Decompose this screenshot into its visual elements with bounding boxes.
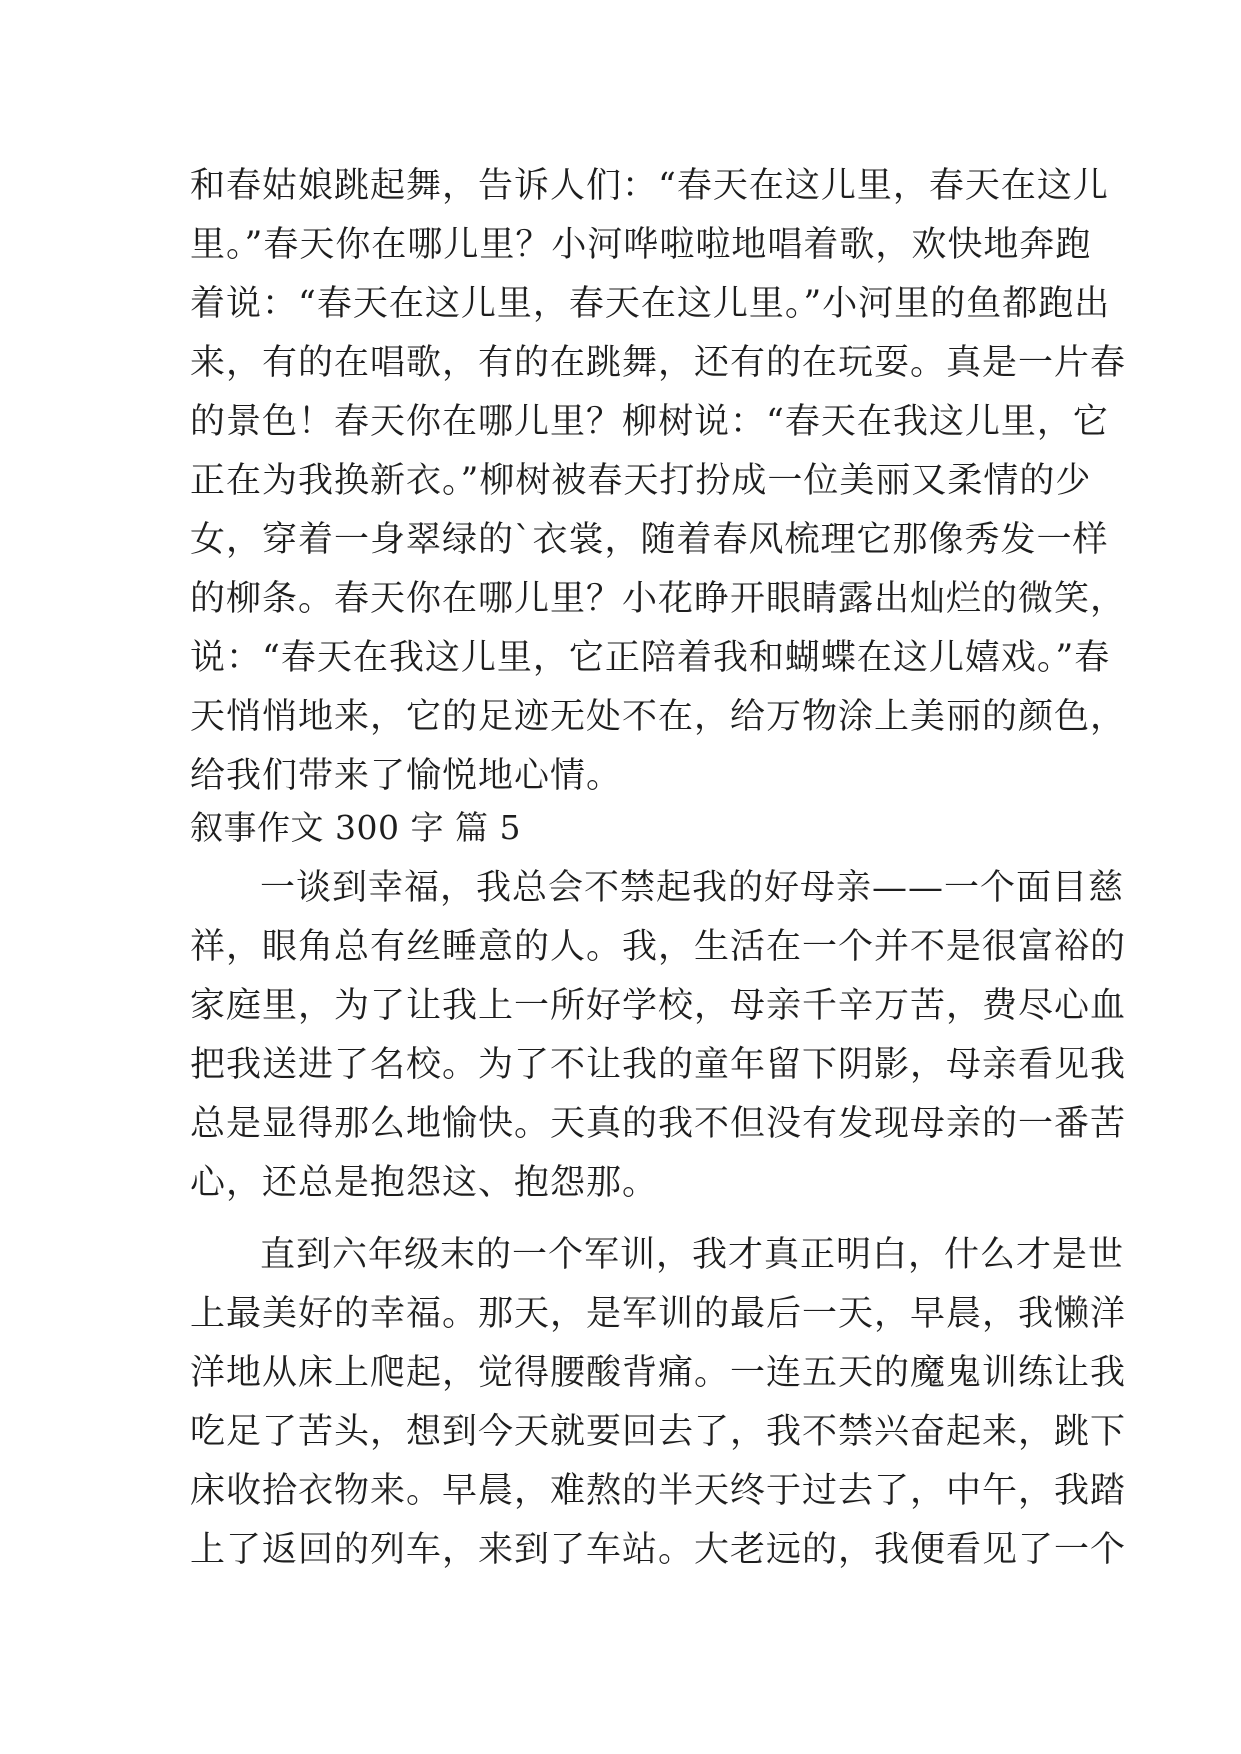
- text-line: 和春姑娘跳起舞，告诉人们：“春天在这儿里，春天在这儿: [190, 166, 1109, 206]
- text-line: 祥，眼角总有丝睡意的人。我，生活在一个并不是很富裕的: [190, 927, 1127, 967]
- text-line: 总是显得那么地愉快。天真的我不但没有发现母亲的一番苦: [190, 1104, 1127, 1144]
- text-line: 给我们带来了愉悦地心情。: [190, 756, 623, 796]
- text-line: 直到六年级末的一个军训，我才真正明白，什么才是世: [260, 1235, 1125, 1275]
- text-line: 一谈到幸福，我总会不禁起我的好母亲——一个面目慈: [260, 868, 1125, 908]
- text-line: 来，有的在唱歌，有的在跳舞，还有的在玩耍。真是一片春: [190, 343, 1127, 383]
- text-line: 说：“春天在我这儿里，它正陪着我和蝴蝶在这儿嬉戏。”春: [190, 638, 1111, 678]
- text-line: 着说：“春天在这儿里，春天在这儿里。”小河里的鱼都跑出: [190, 284, 1111, 324]
- text-line: 的柳条。春天你在哪儿里？小花睁开眼睛露出灿烂的微笑，: [190, 579, 1127, 619]
- text-line: 吃足了苦头，想到今天就要回去了，我不禁兴奋起来，跳下: [190, 1412, 1127, 1452]
- text-line: 天悄悄地来，它的足迹无处不在，给万物涂上美丽的颜色，: [190, 697, 1127, 737]
- text-line: 床收拾衣物来。早晨，难熬的半天终于过去了，中午，我踏: [190, 1471, 1127, 1511]
- section-heading: 叙事作文 300 字 篇 5: [190, 808, 521, 847]
- text-line: 的景色！春天你在哪儿里？柳树说：“春天在我这儿里，它: [190, 402, 1109, 442]
- text-line: 上最美好的幸福。那天，是军训的最后一天，早晨，我懒洋: [190, 1294, 1127, 1334]
- text-line: 洋地从床上爬起，觉得腰酸背痛。一连五天的魔鬼训练让我: [190, 1353, 1127, 1393]
- text-line: 里。”春天你在哪儿里？小河哗啦啦地唱着歌，欢快地奔跑: [190, 225, 1092, 265]
- text-line: 正在为我换新衣。”柳树被春天打扮成一位美丽又柔情的少: [190, 461, 1092, 501]
- text-line: 上了返回的列车，来到了车站。大老远的，我便看见了一个: [190, 1530, 1127, 1570]
- text-line: 女，穿着一身翠绿的`衣裳，随着春风梳理它那像秀发一样: [190, 520, 1109, 560]
- text-line: 心，还总是抱怨这、抱怨那。: [190, 1163, 659, 1203]
- text-line: 家庭里，为了让我上一所好学校，母亲千辛万苦，费尽心血: [190, 986, 1127, 1026]
- text-line: 把我送进了名校。为了不让我的童年留下阴影，母亲看见我: [190, 1045, 1127, 1085]
